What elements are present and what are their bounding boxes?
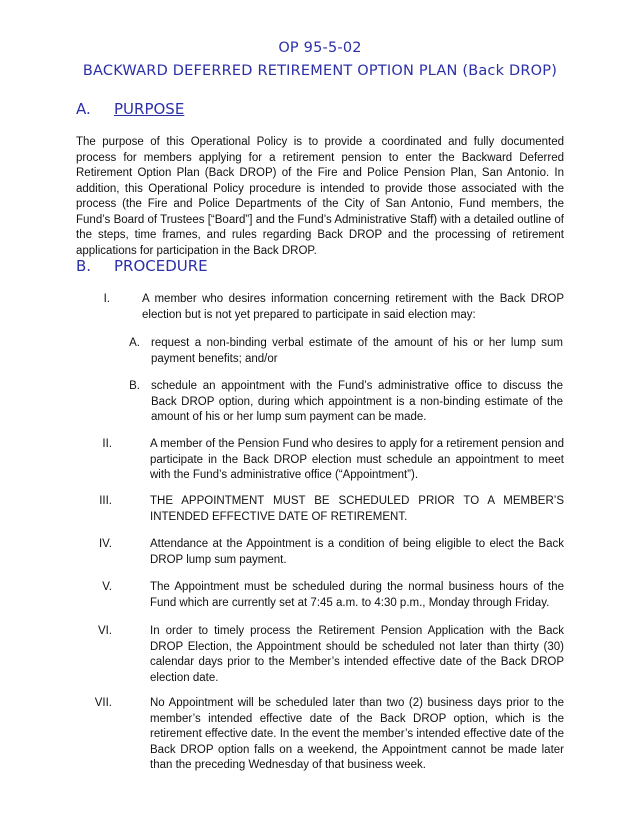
item-number: III.: [99, 495, 112, 507]
item-text: Attendance at the Appointment is a condition of being eligible to elect the Back DROP lump sum payment.: [150, 538, 564, 566]
item-number: V.: [102, 581, 112, 593]
item-number: II.: [102, 438, 112, 450]
purpose-letter: A.: [76, 100, 91, 118]
purpose-paragraph: The purpose of this Operational Policy is to provide a coordinated and fully documented process for members applying for a retirement pension to enter the Backward Deferred Retirement Option Plan (Back DROP) of the Fire and Police Pension Plan, San Antonio. In addition, this Operational Policy procedure is intended to provide those associated with the process (the Fire and Police Departments of the City of San Antonio, Fund members, the Fund’s Board of Trustees [“Board”] and the Fund’s Administrative Staff) with a detailed outline of the steps, time frames, and rules regarding Back DROP and the processing of retirement applications for participation in the Back DROP.: [76, 136, 564, 257]
sub-item-text: request a non-binding verbal estimate of the amount of his or her lump sum payment benefits; and/or: [151, 337, 563, 365]
item-text: A member of the Pension Fund who desires to apply for a retirement pension and participate in the Back DROP election must schedule an appointment to meet with the Fund’s administrative office (“Appointment”).: [150, 438, 564, 481]
item-number: I.: [103, 293, 110, 305]
item-number: VII.: [94, 697, 112, 709]
procedure-heading-text: PROCEDURE: [114, 257, 208, 275]
sub-item-text: schedule an appointment with the Fund’s administrative office to discuss the Back DROP option, during which appointment is a non-binding estimate of the amount of his or her lump sum payment can be made.: [151, 380, 563, 423]
policy-number: OP 95-5-02: [278, 40, 362, 56]
item-number: VI.: [97, 625, 112, 637]
item-text: The Appointment must be scheduled during the normal business hours of the Fund which are currently set at 7:45 a.m. to 4:30 p.m., Monday through Friday.: [150, 581, 564, 609]
procedure-heading: [76, 257, 208, 275]
item-text: No Appointment will be scheduled later than two (2) business days prior to the member’s intended effective date of the Back DROP option, which is the retirement effective date. In the event the member’s intended effective date of the Back DROP option falls on a weekend, the Appointment cannot be made later than the preceding Wednesday of that business week.: [150, 697, 564, 771]
sub-item-letter: B.: [129, 380, 140, 392]
purpose-heading-text: PURPOSE: [114, 100, 185, 118]
sub-item-letter: A.: [129, 337, 140, 349]
item-number: IV.: [98, 538, 112, 550]
policy-title: BACKWARD DEFERRED RETIREMENT OPTION PLAN (Back DROP): [82, 63, 558, 79]
procedure-letter: B.: [76, 257, 92, 275]
item-text: THE APPOINTMENT MUST BE SCHEDULED PRIOR TO A MEMBER’S INTENDED EFFECTIVE DATE OF RETIREMENT.: [150, 495, 564, 523]
purpose-heading: [76, 100, 184, 118]
item-text: A member who desires information concerning retirement with the Back DROP election but is not yet prepared to participate in said election may:: [142, 293, 564, 321]
item-text: In order to timely process the Retirement Pension Application with the Back DROP Election, the Appointment should be scheduled not later than thirty (30) calendar days prior to the Member’s intended effective date of the Back DROP election date.: [150, 625, 564, 684]
